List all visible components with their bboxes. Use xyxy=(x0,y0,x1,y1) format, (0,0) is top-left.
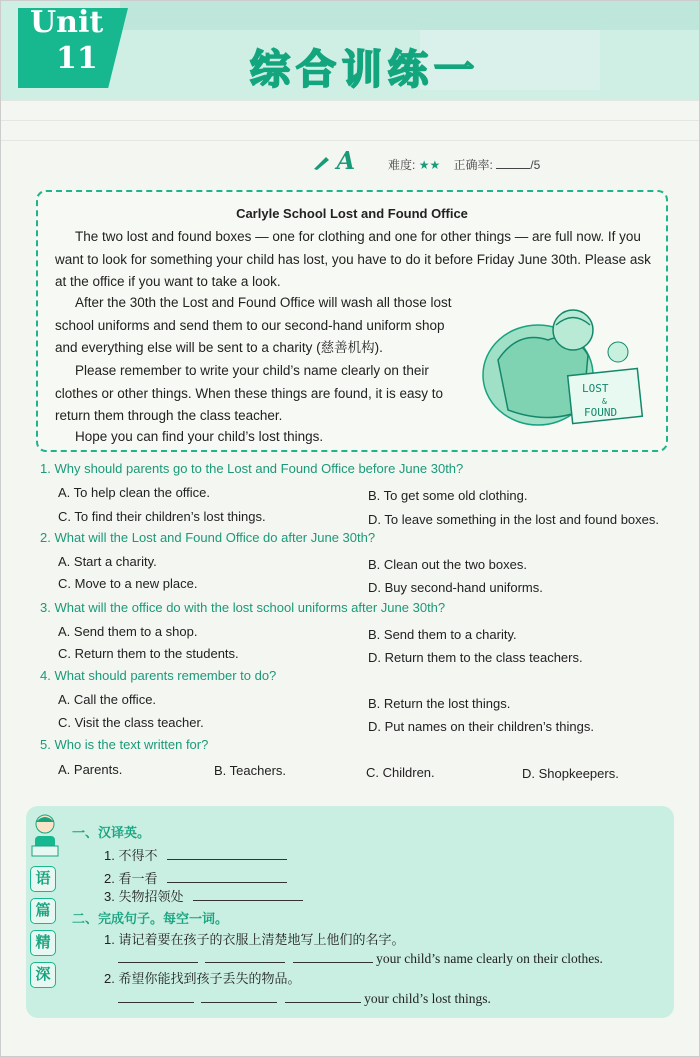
part2-item-2-cn: 2. 希望你能找到孩子丢失的物品。 xyxy=(104,971,301,986)
sign-text-lost: LOST xyxy=(582,382,609,395)
question-2: 2. What will the Lost and Found Office do after June 30th? xyxy=(40,530,376,545)
unit-number: 11 xyxy=(56,41,98,76)
side-tab-char-3: 精 xyxy=(30,930,56,956)
passage-paragraph-2: After the 30th the Lost and Found Office will wash all those lost school uniforms and send them to our second-hand uniform shop and everything else will be sent to a charity (慈善机构). xyxy=(55,295,452,355)
q2-option-c[interactable]: C. Move to a new place. xyxy=(58,576,198,591)
side-tab-char-2: 篇 xyxy=(30,898,56,924)
sign-text-amp: & xyxy=(602,397,607,406)
q5-option-a[interactable]: A. Parents. xyxy=(58,762,123,777)
passage-paragraph-4: Hope you can find your child’s lost things. xyxy=(75,429,324,444)
q2-option-b[interactable]: B. Clean out the two boxes. xyxy=(368,557,527,572)
part2-title: 二、完成句子。每空一词。 xyxy=(72,911,229,926)
part2-item-1-text: your child’s name clearly on their clothes. xyxy=(376,951,603,966)
q2-option-d[interactable]: D. Buy second-hand uniforms. xyxy=(368,580,543,595)
section-letter: A xyxy=(336,146,356,175)
accuracy-label: 正确率: xyxy=(453,158,493,172)
q3-option-c[interactable]: C. Return them to the students. xyxy=(58,646,239,661)
page-title: 综合训练一 xyxy=(250,47,480,93)
accuracy-suffix: /5 xyxy=(530,158,541,172)
question-5: 5. Who is the text written for? xyxy=(40,737,209,752)
q1-option-d[interactable]: D. To leave something in the lost and found boxes. xyxy=(368,512,660,527)
q3-option-b[interactable]: B. Send them to a charity. xyxy=(368,627,517,642)
side-tab-char-4: 深 xyxy=(30,962,56,988)
q4-option-b[interactable]: B. Return the lost things. xyxy=(368,696,511,711)
difficulty-label: 难度: xyxy=(388,158,416,172)
question-4: 4. What should parents remember to do? xyxy=(40,668,277,683)
part2-item-2-text: your child’s lost things. xyxy=(364,991,491,1006)
passage-paragraph-1: The two lost and found boxes — one for clothing and one for other things — are full now. If you want to look for something your child has lost, you have to do it before Friday June 30th. Please ask at the office if you want to take a look. xyxy=(55,229,651,289)
q4-option-a[interactable]: A. Call the office. xyxy=(58,692,157,707)
difficulty-stars: ★★ xyxy=(418,158,441,172)
q3-option-a[interactable]: A. Send them to a shop. xyxy=(58,624,198,639)
part1-item-3-label: 3. 失物招领处 xyxy=(104,889,184,904)
part1-title: 一、汉译英。 xyxy=(72,825,151,840)
q5-option-c[interactable]: C. Children. xyxy=(366,765,435,780)
unit-label: Unit xyxy=(30,5,104,40)
question-3: 3. What will the office do with the lost school uniforms after June 30th? xyxy=(40,600,446,615)
part1-item-1-label: 1. 不得不 xyxy=(104,848,158,863)
question-1: 1. Why should parents go to the Lost and Found Office before June 30th? xyxy=(40,461,464,476)
q5-option-b[interactable]: B. Teachers. xyxy=(214,763,287,778)
passage-title: Carlyle School Lost and Found Office xyxy=(236,206,468,221)
q3-option-d[interactable]: D. Return them to the class teachers. xyxy=(368,650,583,665)
q1-option-b[interactable]: B. To get some old clothing. xyxy=(368,488,528,503)
part1-item-2-label: 2. 看一看 xyxy=(104,871,158,886)
q1-option-a[interactable]: A. To help clean the office. xyxy=(58,485,211,500)
q2-option-a[interactable]: A. Start a charity. xyxy=(58,554,157,569)
side-tab-char-1: 语 xyxy=(30,866,56,892)
sign-text-found: FOUND xyxy=(584,406,618,419)
q4-option-d[interactable]: D. Put names on their children’s things. xyxy=(368,719,594,734)
q5-option-d[interactable]: D. Shopkeepers. xyxy=(522,766,619,781)
q1-option-c[interactable]: C. To find their children’s lost things. xyxy=(58,509,266,524)
passage-paragraph-3: Please remember to write your child’s name clearly on their clothes or other things. When these things are found, it is easy to return them through the class teacher. xyxy=(55,363,443,423)
part2-item-1-cn: 1. 请记着要在孩子的衣服上清楚地写上他们的名字。 xyxy=(104,932,405,947)
q4-option-c[interactable]: C. Visit the class teacher. xyxy=(58,715,204,730)
